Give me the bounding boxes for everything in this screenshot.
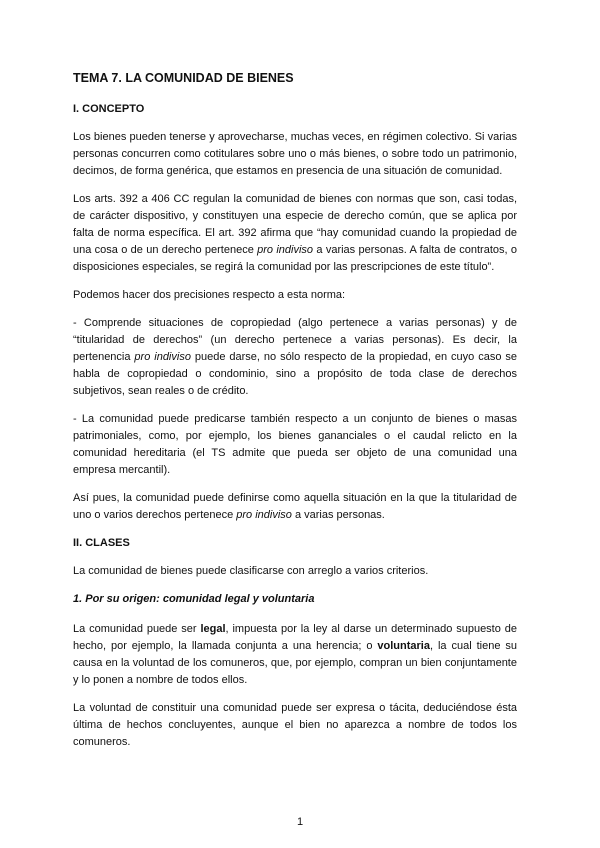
paragraph-8-text-a: La comunidad puede ser (73, 623, 201, 635)
section-heading-clases: II. CLASES (73, 537, 130, 549)
page-content (73, 70, 517, 762)
subsection-heading-origen: 1. Por su origen: comunidad legal y voluntaria (73, 593, 315, 605)
paragraph-4-italic: pro indiviso (134, 351, 191, 363)
paragraph-8-text-c: , impuesta por la ley al darse un determinado supuesto de hecho, por ejemplo, la llamada conjunta a una herencia; o (73, 623, 517, 652)
paragraph-6-text-b: a varias personas. (291, 509, 385, 521)
paragraph-2-text-a: Los arts. 392 a 406 CC regulan la comunidad de bienes con normas que son, casi todas, de carácter dispositivo, y constituyen una especie de derecho común, que se aplica por falta de norma específica. El art. 392 afirma que “hay comunidad cuando la propiedad de una cosa o de un derecho pertenece (73, 193, 517, 256)
paragraph-8-bold-voluntaria: voluntaria (377, 640, 430, 652)
paragraph-2 (73, 191, 517, 276)
page-number: 1 (296, 816, 304, 828)
document-title: TEMA 7. LA COMUNIDAD DE BIENES (73, 71, 294, 85)
paragraph-2-italic: pro indiviso (257, 244, 314, 256)
paragraph-8 (73, 621, 517, 689)
paragraph-6 (73, 490, 517, 524)
paragraph-4-text-a: - Comprende situaciones de copropiedad (algo pertenece a varias personas) y de “titularidad de derechos” (un derecho pertenece a varias personas). Es decir, la pertenencia (73, 317, 517, 363)
paragraph-6-italic: pro indiviso (236, 509, 292, 521)
paragraph-4 (73, 315, 517, 400)
paragraph-7: La comunidad de bienes puede clasificarse con arreglo a varios criterios. (73, 565, 429, 577)
section-heading-concepto: I. CONCEPTO (73, 103, 145, 115)
paragraph-3: Podemos hacer dos precisiones respecto a esta norma: (73, 289, 346, 301)
paragraph-2-text-b: a varias personas. A falta de contratos, o disposiciones especiales, se regirá la comunidad por las prescripciones de este título”. (73, 244, 518, 273)
paragraph-9: La voluntad de constituir una comunidad puede ser expresa o tácita, deduciéndose ésta última de hechos concluyentes, aunque el bien no aparezca a nombre de todos los comuneros. (73, 702, 517, 748)
paragraph-1: Los bienes pueden tenerse y aprovecharse, muchas veces, en régimen colectivo. Si varias personas concurren como cotitulares sobre uno o más bienes, o sobre todo un patrimonio, decimos, de forma genérica, que estamos en presencia de una situación de comunidad. (73, 131, 517, 177)
paragraph-8-bold-legal: legal (200, 623, 226, 635)
paragraph-8-text-d: , la cual tiene su causa en la voluntad de los comuneros, que, por ejemplo, compran un bien conjuntamente y lo ponen a nombre de todos ellos. (73, 640, 518, 686)
paragraph-4-text-b: puede darse, no sólo respecto de la propiedad, en cuyo caso se habla de copropiedad o condominio, sino a propósito de toda clase de derechos subjetivos, sean reales o de crédito. (73, 351, 517, 397)
paragraph-5: - La comunidad puede predicarse también respecto a un conjunto de bienes o masas patrimoniales, como, por ejemplo, los bienes gananciales o el caudal relicto en la comunidad hereditaria (el TS admite que pueda ser objeto de una comunidad una empresa mercantil). (73, 413, 517, 476)
paragraph-6-text-a: Así pues, la comunidad puede definirse como aquella situación en la que la titularidad de uno o varios derechos pertenece (73, 492, 517, 521)
